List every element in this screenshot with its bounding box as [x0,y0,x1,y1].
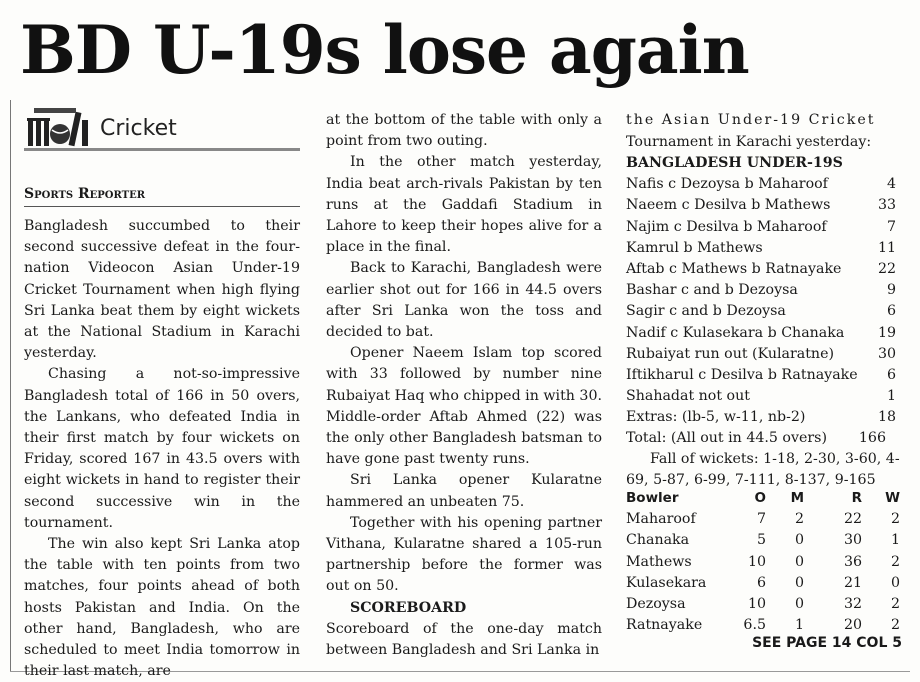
batsman-name: Naeem c Desilva b Mathews [626,197,831,214]
paragraph: Together with his opening partner Vithana, Kularatne shared a 105-run partnership before the former was out on 50. [326,514,602,595]
section-rule [24,148,300,151]
bowler-runs: 22 [843,511,862,528]
bowler-name: Dezoysa [626,595,686,612]
scoreboard-intro-line: the Asian Under-19 Cricket [626,112,876,128]
batsman-runs: 4 [886,176,896,193]
bowler-runs: 30 [843,532,862,549]
batting-row [626,280,896,301]
bowler-runs: 21 [843,574,862,591]
batsman-name: Aftab c Mathews b Ratnayake [626,260,842,277]
bowling-row [626,573,902,594]
batsman-name: Shahadat not out [626,388,750,405]
paragraph: In the other match yesterday, India beat arch-rivals Pakistan by ten runs at the Gaddafi Stadium in Lahore to keep their hopes alive for a place in the final. [326,154,602,256]
overs-col-header: O [754,490,766,506]
bowler-wickets: 2 [890,511,900,528]
extras-runs: 18 [877,409,896,426]
bowling-row [626,509,902,530]
bowler-overs: 6.5 [743,617,766,634]
batsman-runs: 1 [886,388,896,405]
bowler-maidens: 0 [794,574,804,591]
batting-scorecard: Tournament in Karachi yesterday: BANGLADESH UNDER-19S Nafis c Dezoysa b Maharoof 4 Naeem c Desilva b Mathews 33 Najim c Desilva b Maharoof 7 Kamrul b Mathews 11 Aftab c Mathews b Ratnayake 22 Bashar c and b Dezoysa 9 Sagir c and b Dezoysa 6 Nadif c Kulasekara b Chanaka 19 Rubaiyat run out (Kularatne) 30 Iftikharul c Desilva b Ratnayake 6 Shahadat not out 1 Extras: (lb-5, w-11, nb-2) 18 Total: (All out in 44.5 overs) 166 [626,153,896,450]
bowler-name: Ratnayake [626,617,703,634]
total-row [626,428,896,449]
scoreboard-intro: Scoreboard of the one-day match between Bangladesh and Sri Lanka in [326,620,602,659]
bowler-maidens: 0 [794,553,804,570]
bowler-runs: 36 [843,553,862,570]
batsman-name: Bashar c and b Dezoysa [626,282,798,299]
batting-row [626,386,896,407]
bowling-header [626,488,902,509]
batsman-runs: 30 [877,345,896,362]
batsman-runs: 9 [886,282,896,299]
batsman-name: Kamrul b Mathews [626,239,763,256]
bowler-maidens: 2 [794,511,804,528]
bowler-wickets: 1 [890,532,900,549]
article-column-2 [326,110,602,661]
bowler-name: Kulasekara [626,574,707,591]
team-heading: BANGLADESH UNDER-19S [626,155,843,171]
bowler-name: Mathews [626,553,692,570]
batsman-runs: 6 [886,366,896,383]
fall-of-wickets-text: Fall of wickets: 1-18, 2-30, 3-60, 4-69, 5-87, 6-99, 7-111, 8-137, 9-165 [626,451,900,489]
bowler-wickets: 2 [890,553,900,570]
bowler-col-header: Bowler [626,490,679,506]
article-column-1 [24,216,300,682]
bowling-scorecard [626,488,902,636]
total-label: Total: (All out in 44.5 overs) [626,430,827,447]
batsman-runs: 11 [877,239,896,256]
batting-row [626,323,896,344]
batsman-name: Sagir c and b Dezoysa [626,303,786,320]
bowling-row [626,552,902,573]
batting-row [626,344,896,365]
bowling-row [626,530,902,551]
section-logo [24,106,300,152]
batting-row [626,174,896,195]
bowler-runs: 20 [843,617,862,634]
bowler-name: Maharoof [626,511,696,528]
batsman-runs: 6 [886,303,896,320]
batsman-name: Iftikharul c Desilva b Ratnayake [626,366,858,383]
paragraph: Opener Naeem Islam top scored with 33 followed by number nine Rubaiyat Haq who chipped in with 30. Middle-order Aftab Ahmed (22) was the only other Bangladesh batsman to have gone past twenty runs. [326,345,602,468]
bowler-wickets: 2 [890,617,900,634]
batsman-name: Najim c Desilva b Maharoof [626,218,827,235]
cricket-bat-ball-icon [24,106,94,148]
batting-row [626,259,896,280]
bowler-runs: 32 [843,595,862,612]
paragraph: Chasing a not-so-impressive Bangladesh total of 166 in 50 overs, the Lankans, who defeated India in their first match by four wickets on Friday, scored 167 in 43.5 overs with eight wickets in hand to register their second successive win in the tournament. [24,366,300,531]
byline-rule [24,206,300,207]
batsman-runs: 7 [886,218,896,235]
section-label: Cricket [100,116,177,141]
batting-row [626,217,896,238]
batsman-name: Nadif c Kulasekara b Chanaka [626,324,845,341]
batting-row [626,195,896,216]
batsman-runs: 33 [877,197,896,214]
batsman-name: Rubaiyat run out (Kularatne) [626,345,835,362]
bowling-row [626,594,902,615]
byline: Sports Reporter [24,186,146,202]
batting-row [626,238,896,259]
batting-row [626,365,896,386]
bowler-maidens: 1 [794,617,804,634]
runs-col-header: R [851,490,862,506]
maidens-col-header: M [790,490,804,506]
bowler-overs: 5 [756,532,766,549]
batsman-name: Nafis c Dezoysa b Maharoof [626,176,828,193]
bowler-maidens: 0 [794,532,804,549]
paragraph: Back to Karachi, Bangladesh were earlier shot out for 166 in 44.5 overs after Sri Lanka won the toss and decided to bat. [326,260,602,341]
bowler-wickets: 0 [890,574,900,591]
fall-of-wickets [626,449,902,491]
bowler-maidens: 0 [794,595,804,612]
bowler-name: Chanaka [626,532,690,549]
extras-row [626,407,896,428]
bowler-overs: 7 [756,511,766,528]
scoreboard-heading: SCOREBOARD [350,599,467,616]
paragraph: Sri Lanka opener Kularatne hammered an unbeaten 75. [326,472,602,510]
batsman-runs: 22 [877,260,896,277]
continuation-link[interactable]: SEE PAGE 14 COL 5 [752,635,902,651]
headline: BD U-19s lose again [20,11,749,89]
bowler-wickets: 2 [890,595,900,612]
bowler-overs: 6 [756,574,766,591]
paragraph: Bangladesh succumbed to their second successive defeat in the four-nation Videocon Asian Under-19 Cricket Tournament when high flying Sri Lanka beat them by eight wickets at the National Stadium in Karachi yesterday. [24,218,300,362]
batsman-runs: 19 [877,324,896,341]
bowler-overs: 10 [747,553,766,570]
extras-label: Extras: (lb-5, w-11, nb-2) [626,409,806,426]
left-column-rule [10,100,11,672]
paragraph: at the bottom of the table with only a point from two outing. [326,112,602,150]
bowler-overs: 10 [747,595,766,612]
scoreboard-intro-continued [626,110,906,131]
batting-row [626,301,896,322]
total-runs: 166 [858,430,886,447]
paragraph: The win also kept Sri Lanka atop the table with ten points from two matches, four points ahead of both hosts Pakistan and India. On the other hand, Bangladesh, who are scheduled to meet India tomorrow in their last match, are [24,536,300,680]
wickets-col-header: W [885,490,900,506]
